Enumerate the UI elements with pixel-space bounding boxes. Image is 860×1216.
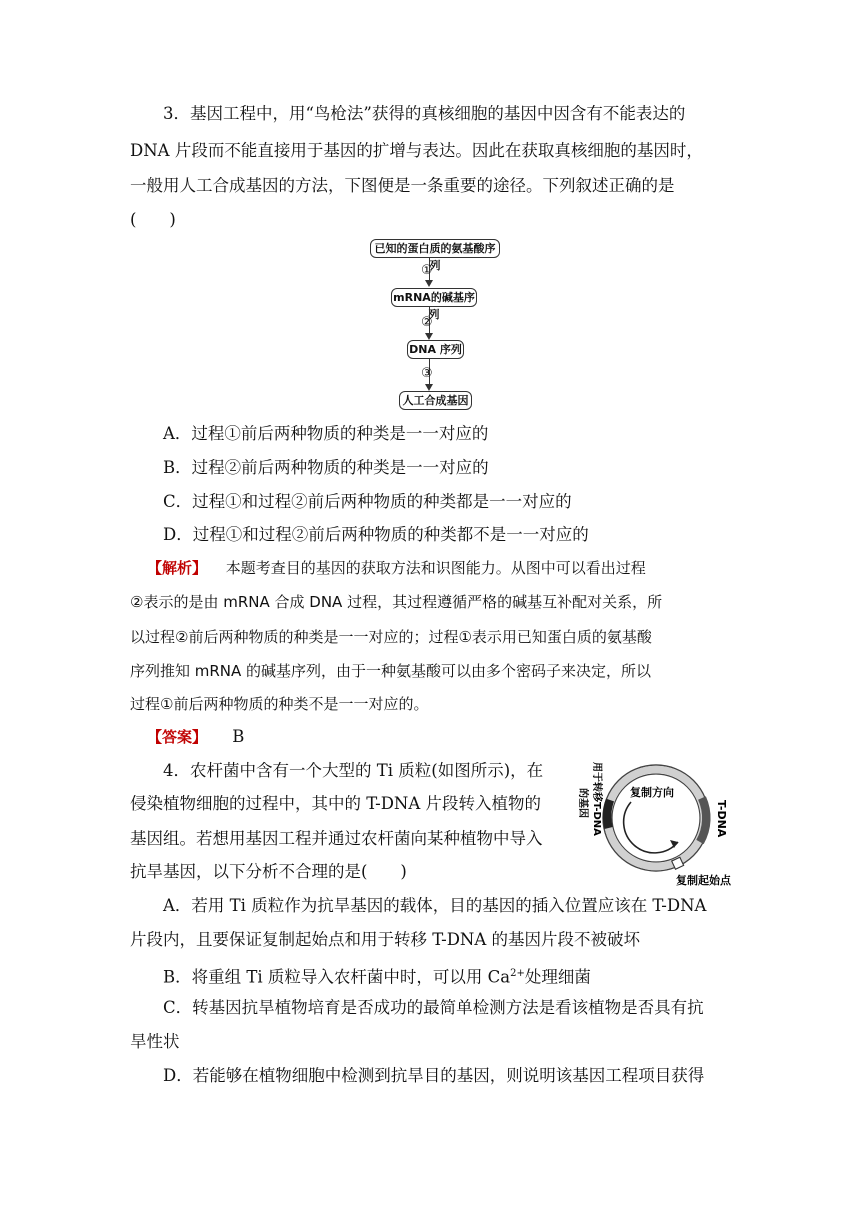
q4-option-b-superscript: 2+: [510, 968, 525, 979]
t-dna-label: T-DNA: [715, 800, 728, 838]
replication-direction-arc: [624, 802, 678, 853]
flow-step-2: ②: [421, 315, 433, 330]
q3-stem-line3: 一般用人工合成基因的方法，下图便是一条重要的途径。下列叙述正确的是: [130, 176, 675, 195]
q4-option-a-line2: 片段内，且要保证复制起始点和用于转移 T-DNA 的基因片段不被破坏: [130, 930, 641, 949]
q3-option-a: A．过程①前后两种物质的种类是一一对应的: [163, 424, 489, 443]
q3-analysis-line1: [147, 557, 646, 579]
q4-stem-line3: 基因组。若想用基因工程并通过农杆菌向某种植物中导入: [130, 829, 543, 848]
q3-analysis-line4: 序列推知 mRNA 的碱基序列，由于一种氨基酸可以由多个密码子来决定，所以: [130, 662, 652, 680]
q3-option-d: D．过程①和过程②前后两种物质的种类都不是一一对应的: [163, 525, 589, 544]
flow-box-synthetic-gene: 人工合成基因: [399, 391, 472, 410]
answer-tag: 【答案】: [147, 728, 208, 746]
q4-option-b: [163, 963, 591, 989]
flow-box-dna-sequence: DNA 序列: [407, 340, 464, 359]
q3-option-c: C．过程①和过程②前后两种物质的种类都是一一对应的: [163, 492, 572, 511]
flow-arrow-1: [425, 280, 433, 287]
flow-arrow-3: [425, 384, 433, 391]
q4-option-a-line1: A．若用 Ti 质粒作为抗旱基因的载体，目的基因的插入位置应该在 T-DNA: [163, 896, 707, 915]
ti-plasmid-diagram: [560, 760, 740, 890]
transfer-genes-label-2: 的基因: [577, 788, 588, 818]
q3-stem-line4: ( ): [130, 210, 176, 229]
q3-analysis-line2: ②表示的是由 mRNA 合成 DNA 过程，其过程遵循严格的碱基互补配对关系，所: [130, 593, 663, 611]
q4-stem-line2: 侵染植物细胞的过程中，其中的 T-DNA 片段转入植物的: [130, 794, 542, 813]
analysis-text-1: 本题考查目的基因的获取方法和识图能力。从图中可以看出过程: [225, 559, 646, 577]
q3-analysis-line3: 以过程②前后两种物质的种类是一一对应的；过程①表示用已知蛋白质的氨基酸: [130, 628, 652, 646]
q3-option-b: B．过程②前后两种物质的种类是一一对应的: [163, 458, 489, 477]
q4-option-c-line1: C．转基因抗旱植物培育是否成功的最简单检测方法是看该植物是否具有抗: [163, 998, 704, 1017]
q4-stem-line4: 抗旱基因，以下分析不合理的是( ): [130, 862, 407, 881]
q3-stem-line2: DNA 片段而不能直接用于基因的扩增与表达。因此在获取真核细胞的基因时，: [130, 141, 703, 160]
origin-label: 复制起始点: [676, 874, 731, 887]
q4-option-b-text: B．将重组 Ti 质粒导入农杆菌中时，可以用 Ca: [163, 967, 511, 987]
flow-step-1: ①: [421, 263, 433, 278]
q4-option-b-text-end: 处理细菌: [524, 967, 591, 987]
replication-direction-label: 复制方向: [630, 786, 674, 799]
q3-analysis-line5: 过程①前后两种物质的种类不是一一对应的。: [130, 695, 429, 713]
flow-arrow-2: [425, 333, 433, 340]
q4-option-d-line1: D．若能够在植物细胞中检测到抗旱目的基因，则说明该基因工程项目获得: [163, 1066, 705, 1085]
transfer-genes-label-1: 用于转移T-DNA: [591, 762, 602, 836]
transfer-genes-segment: [607, 800, 610, 828]
q4-option-c-line2: 旱性状: [130, 1032, 180, 1051]
q4-stem-line1: 4．农杆菌中含有一个大型的 Ti 质粒(如图所示)，在: [163, 761, 544, 780]
answer-value: B: [232, 727, 245, 746]
plasmid-outer-ring: [603, 765, 709, 871]
q3-answer-line: [147, 726, 244, 748]
flow-step-3: ③: [421, 366, 433, 381]
q3-stem-line1: 3．基因工程中，用“鸟枪法”获得的真核细胞的基因中因含有不能表达的: [163, 104, 686, 123]
flow-box-mrna-sequence: mRNA的碱基序列: [391, 288, 477, 307]
flow-box-amino-acid-sequence: 已知的蛋白质的氨基酸序列: [370, 239, 500, 258]
analysis-tag: 【解析】: [147, 559, 208, 577]
